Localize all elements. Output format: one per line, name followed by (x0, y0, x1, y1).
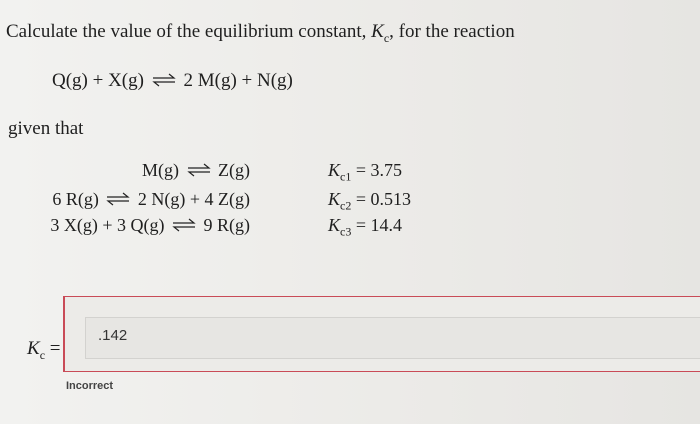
k-symbol: K (328, 160, 341, 180)
k-subscript: c3 (340, 224, 352, 239)
feedback-incorrect: Incorrect (66, 380, 114, 392)
equilibrium-arrows-icon (106, 192, 130, 206)
k-symbol: K (371, 21, 384, 42)
answer-input[interactable]: .142 (85, 317, 700, 359)
reaction-right: Z(g) (218, 160, 250, 180)
k-subscript: c (383, 30, 390, 45)
question-prefix: Calculate the value of the equilibrium constant, (6, 21, 372, 42)
main-reaction (52, 70, 293, 92)
k-subscript: c (39, 347, 46, 362)
question-suffix: , for the reaction (389, 21, 515, 42)
k-value-2 (328, 189, 411, 214)
k-value: = 0.513 (355, 189, 411, 209)
question-text (6, 21, 515, 46)
k-symbol: K (27, 338, 40, 359)
equilibrium-arrows-icon (152, 73, 176, 87)
k-subscript: c2 (340, 198, 352, 213)
k-symbol: K (328, 215, 341, 235)
k-value: = 3.75 (355, 160, 402, 180)
reaction-2 (52, 189, 250, 210)
given-text: given that (8, 118, 84, 139)
equals-sign: = (49, 338, 61, 359)
reaction-right: 9 R(g) (203, 215, 250, 235)
equilibrium-arrows-icon (187, 163, 211, 177)
reaction-left: 6 R(g) (52, 189, 99, 209)
k-value-3 (328, 215, 402, 240)
reaction-left: M(g) (142, 160, 180, 180)
k-value-1 (328, 160, 402, 185)
reaction-left: 3 X(g) + 3 Q(g) (50, 215, 165, 235)
answer-box (63, 296, 700, 372)
main-reaction-left: Q(g) + X(g) (52, 70, 144, 91)
k-subscript: c1 (340, 169, 352, 184)
equilibrium-arrows-icon (172, 218, 196, 232)
k-value: = 14.4 (355, 215, 402, 235)
reaction-right: 2 N(g) + 4 Z(g) (137, 189, 250, 209)
reaction-1 (142, 160, 250, 181)
answer-label (27, 338, 60, 363)
reaction-3 (50, 215, 250, 236)
main-reaction-right: 2 M(g) + N(g) (183, 70, 293, 91)
k-symbol: K (328, 189, 341, 209)
